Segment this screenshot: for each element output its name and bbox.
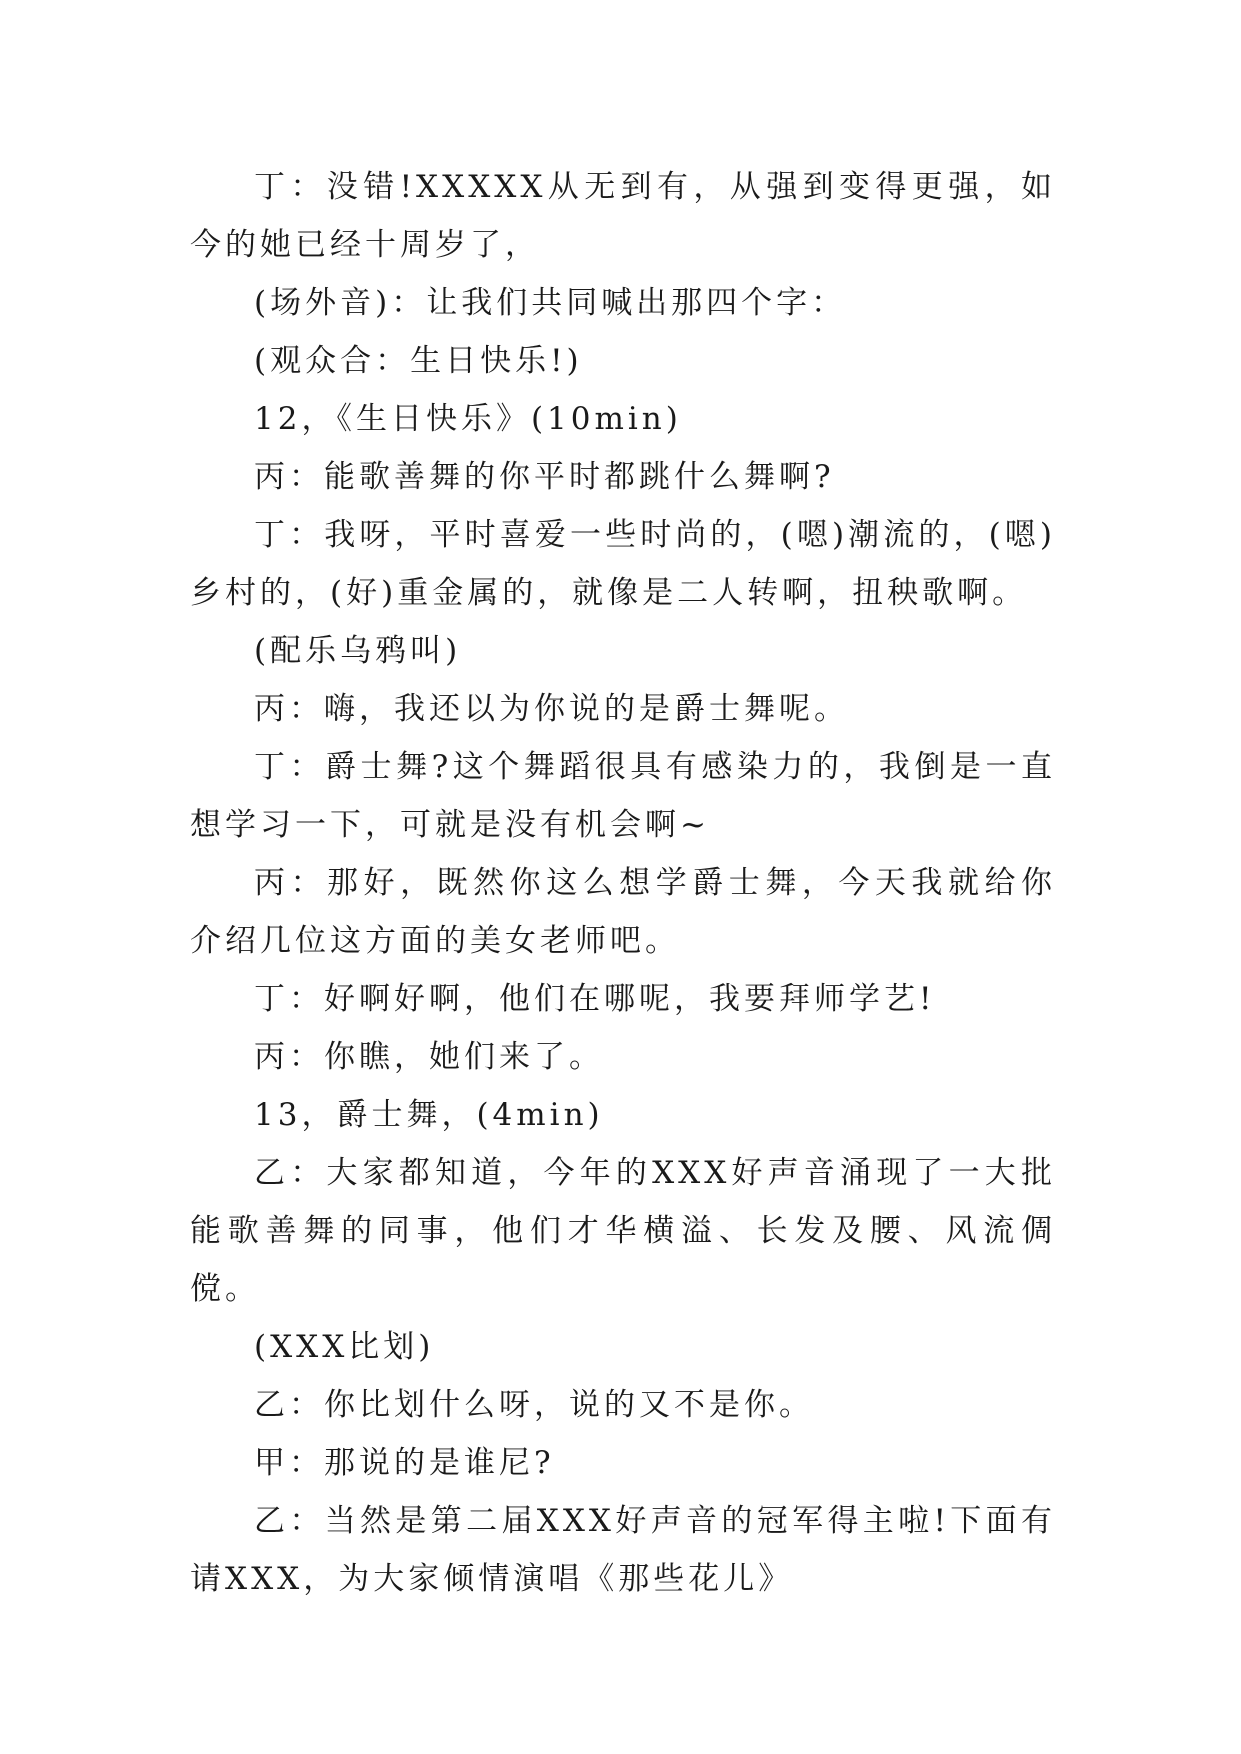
paragraph: (场外音)：让我们共同喊出那四个字： bbox=[254, 285, 847, 321]
paragraph: 丁：没错!XXXXX从无到有，从强到变得更强，如今的她已经十周岁了， bbox=[190, 169, 1056, 263]
paragraph: 丁：我呀，平时喜爱一些时尚的，(嗯)潮流的，(嗯)乡村的，(好)重金属的，就像是二人转啊，扭秧歌啊。 bbox=[190, 517, 1056, 611]
paragraph: (观众合：生日快乐!) bbox=[254, 343, 583, 379]
document-body bbox=[190, 158, 1056, 1608]
paragraph: (XXX比划) bbox=[254, 1329, 435, 1365]
paragraph: 丁：爵士舞?这个舞蹈很具有感染力的，我倒是一直想学习一下，可就是没有机会啊~ bbox=[190, 749, 1056, 843]
paragraph: 乙：大家都知道，今年的XXX好声音涌现了一大批能歌善舞的同事，他们才华横溢、长发及腰、风流倜傥。 bbox=[190, 1155, 1056, 1307]
paragraph: 乙：当然是第二届XXX好声音的冠军得主啦!下面有请XXX，为大家倾情演唱《那些花儿》 bbox=[190, 1503, 1056, 1597]
paragraph: 丙：能歌善舞的你平时都跳什么舞啊? bbox=[254, 459, 835, 495]
paragraph: 乙：你比划什么呀，说的又不是你。 bbox=[254, 1387, 814, 1423]
paragraph: 丙：那好，既然你这么想学爵士舞，今天我就给你介绍几位这方面的美女老师吧。 bbox=[190, 865, 1056, 959]
paragraph: 丙：你瞧，她们来了。 bbox=[254, 1039, 604, 1075]
paragraph: 12，《生日快乐》(10min) bbox=[254, 401, 682, 437]
paragraph: 甲：那说的是谁尼? bbox=[254, 1445, 555, 1481]
paragraph: (配乐乌鸦叫) bbox=[254, 633, 462, 669]
paragraph: 丙：嗨，我还以为你说的是爵士舞呢。 bbox=[254, 691, 849, 727]
paragraph: 13，爵士舞，(4min) bbox=[254, 1097, 604, 1133]
paragraph: 丁：好啊好啊，他们在哪呢，我要拜师学艺! bbox=[254, 981, 936, 1017]
